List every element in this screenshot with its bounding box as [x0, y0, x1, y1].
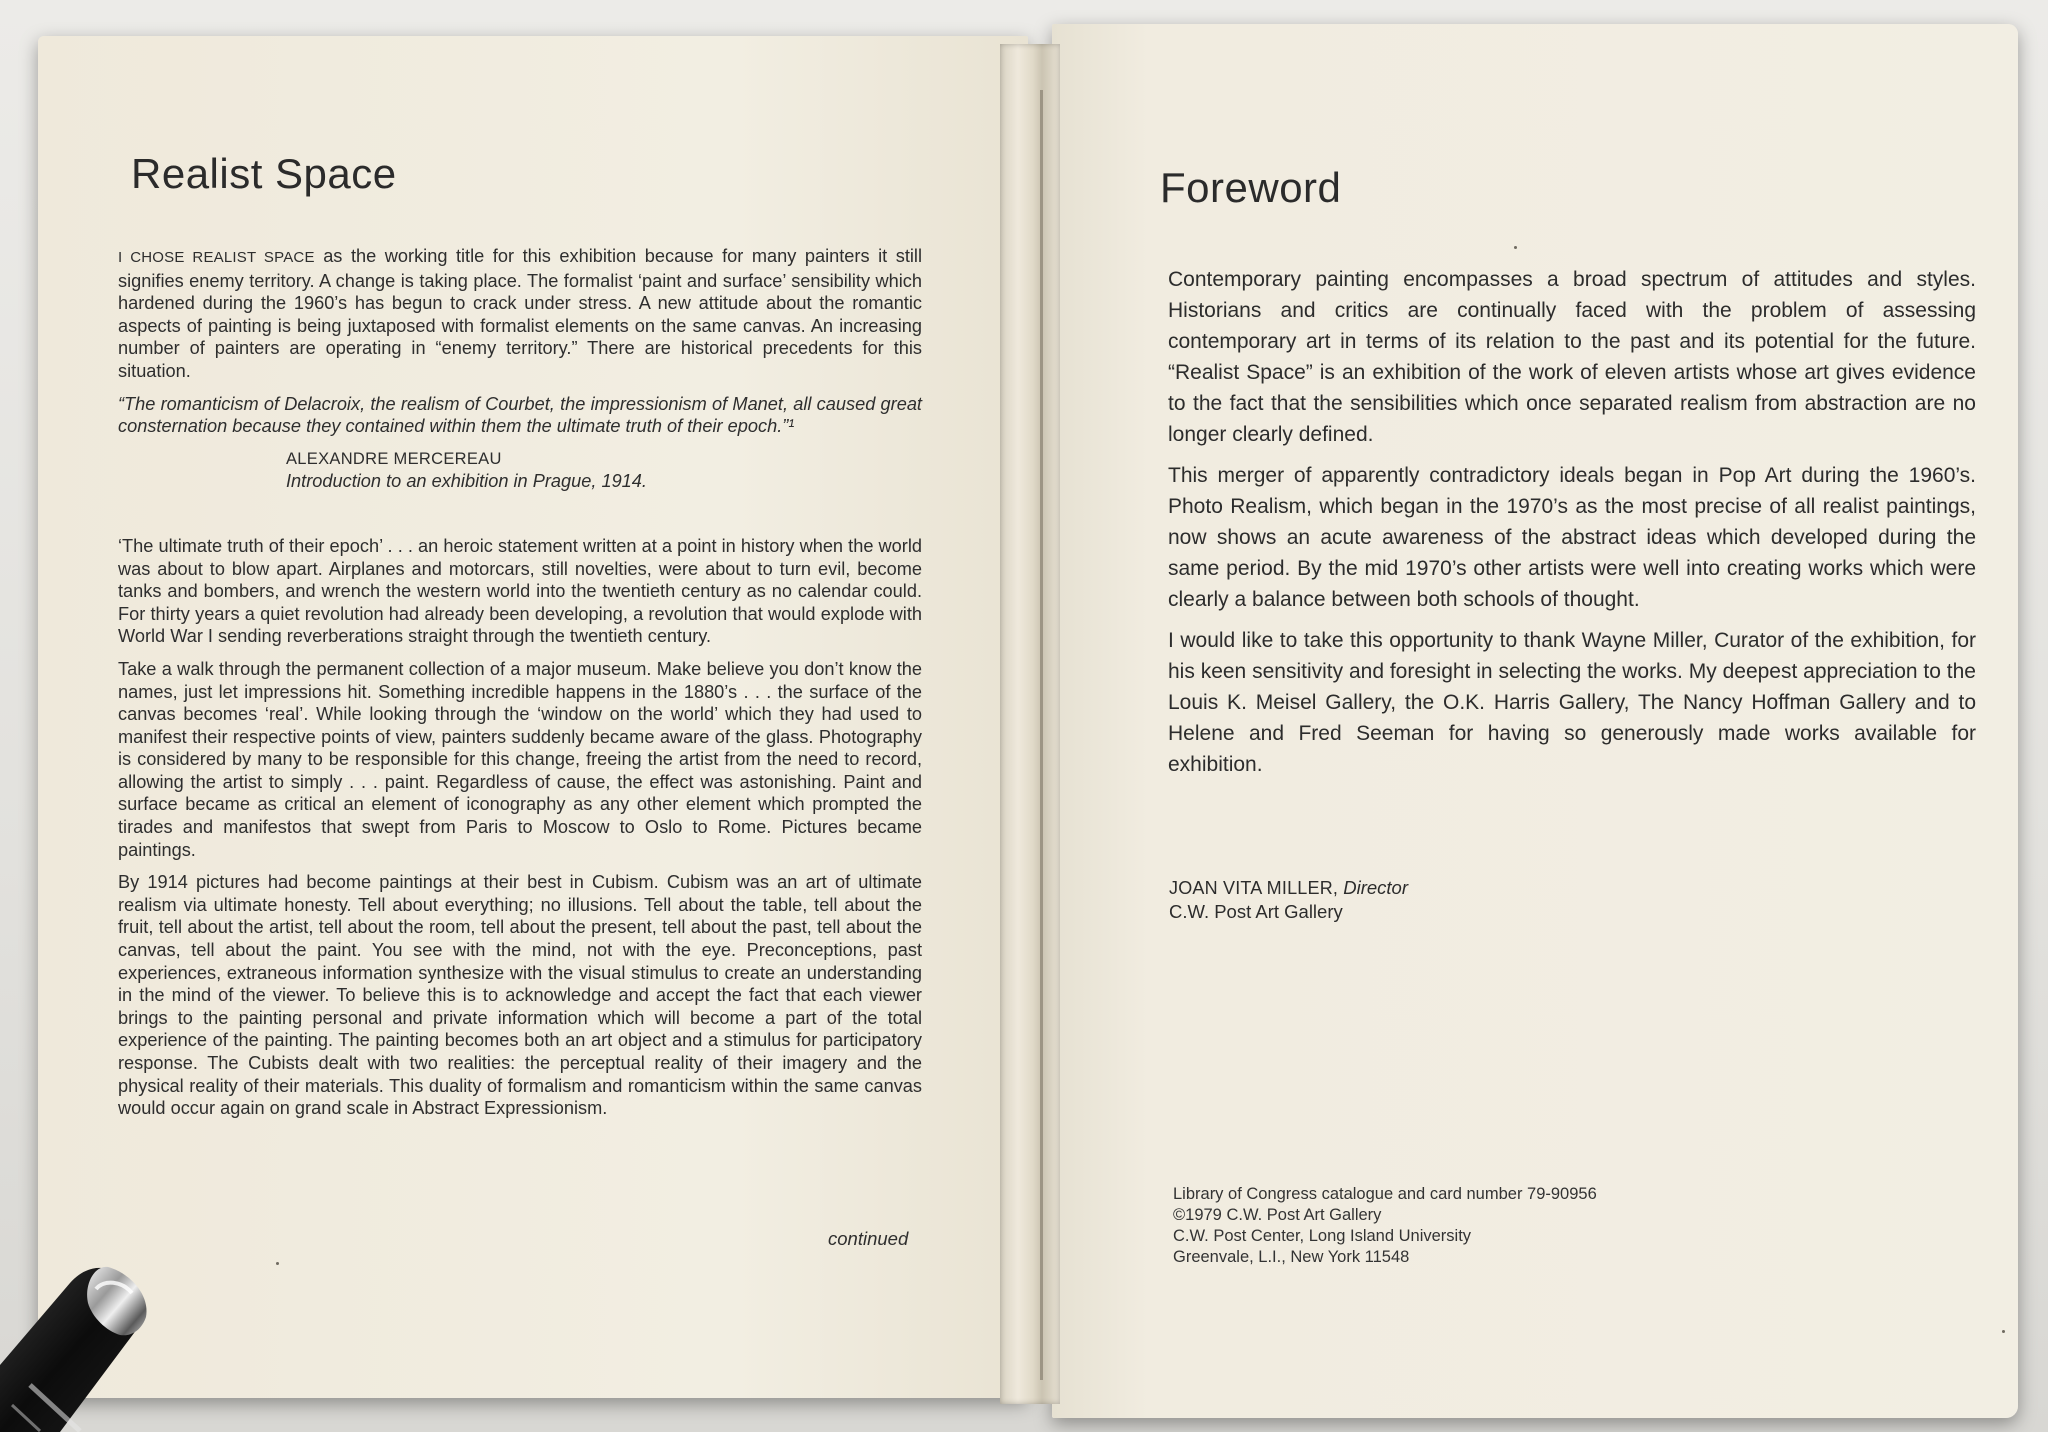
left-page-body [118, 245, 922, 1130]
colophon-line-3: C.W. Post Center, Long Island University [1173, 1227, 1472, 1245]
paper-speck [276, 1262, 279, 1265]
pen-icon [0, 1255, 150, 1432]
foreword-body [1168, 264, 1976, 790]
foreword-paragraph-2: This merger of apparently contradictory ideals began in Pop Art during the 1960’s. Photo Realism, which began in the 1970’s as the most precise of all realist paintings, now shows an acute awareness of the abstract ideas which developed during the same period. By the mid 1970’s other artists were well into creating works which were clearly a balance between both schools of thought. [1168, 464, 1976, 611]
foreword-paragraph-1: Contemporary painting encompasses a broad spectrum of attitudes and styles. Historians and critics are continually faced with the problem of assessing contemporary art in terms of its relation to the past and its potential for the future. “Realist Space” is an exhibition of the work of eleven artists whose art gives evidence to the fact that the sensibilities which once separated realism from abstraction are no longer clearly defined. [1168, 268, 1976, 446]
body-paragraph-2: Take a walk through the permanent collection of a major museum. Make believe you don’t know the names, just let impressions hit. Something incredible happens in the 1880’s . . . the surface of the canvas becomes ‘real’. While looking through the ‘window on the world’ which they had used to manifest their respective points of view, painters suddenly became aware of the glass. Photography is considered by many to be responsible for this change, freeing the artist from the need to record, allowing the artist to simply . . . paint. Regardless of cause, the effect was astonishing. Paint and surface became as critical an element of iconography as any other element which prompted the tirades and manifestos that swept from Paris to Moscow to Oslo to Rome. Pictures became paintings. [118, 658, 922, 860]
quote-source: Introduction to an exhibition in Prague, 1914. [286, 471, 647, 492]
section-spacer [118, 493, 922, 535]
quote-author: ALEXANDRE MERCEREAU [286, 449, 502, 468]
continued-note: continued [828, 1228, 909, 1249]
signature-name: JOAN VITA MILLER, [1169, 878, 1339, 898]
colophon-line-1: Library of Congress catalogue and card number 79-90956 [1173, 1185, 1597, 1203]
colophon-line-4: Greenvale, L.I., New York 11548 [1173, 1248, 1410, 1266]
book-spine-gutter [1000, 44, 1060, 1404]
left-page-title: Realist Space [131, 150, 397, 197]
colophon-line-2: ©1979 C.W. Post Art Gallery [1173, 1206, 1382, 1224]
right-page-title: Foreword [1160, 164, 1342, 211]
body-paragraph-1: ‘The ultimate truth of their epoch’ . . . an heroic statement written at a point in history when the world was about to blow apart. Airplanes and motorcars, still novelties, were about to turn evil, become tanks and bombers, and wrench the western world into the twentieth century as no calendar could. For thirty years a quiet revolution had already been developing, a revolution that would explode with World War I sending reverberations straight through the twentieth century. [118, 535, 922, 647]
intro-paragraph [118, 245, 922, 383]
signature-organization: C.W. Post Art Gallery [1169, 901, 1343, 922]
intro-lead-caps: I CHOSE REALIST SPACE [118, 249, 315, 266]
spine-fold-line [1040, 90, 1043, 1380]
body-paragraph-3: By 1914 pictures had become paintings at their best in Cubism. Cubism was an art of ultimate realism via ultimate honesty. Tell about everything; no illusions. Tell about the table, tell about the fruit, tell about the artist, tell about the room, tell about the present, tell about the past, tell about the canvas, tell about the paint. You see with the mind, not with the eye. Preconceptions, past experiences, extraneous information synthesize with the visual stimulus to create an understanding in the mind of the viewer. To believe this is to acknowledge and accept the fact that each viewer brings to the painting personal and private information which will become a part of the total experience of the painting. The painting becomes both an art object and a stimulus for participatory response. The Cubists dealt with two realities: the perceptual reality of their imagery and the physical reality of their materials. This duality of formalism and romanticism within the same canvas would occur again on grand scale in Abstract Expressionism. [118, 872, 922, 1119]
signature-title: Director [1343, 877, 1409, 898]
colophon [1173, 1184, 1597, 1268]
signature-line [1169, 876, 1408, 900]
foreword-paragraph-3: I would like to take this opportunity to thank Wayne Miller, Curator of the exhibition, for his keen sensitivity and foresight in selecting the works. My deepest appreciation to the Louis K. Meisel Gallery, the O.K. Harris Gallery, The Nancy Hoffman Gallery and to Helene and Fred Seeman for having so generously made works available for exhibition. [1168, 629, 1976, 776]
quote-attribution [286, 448, 922, 493]
paper-speck [2002, 1330, 2005, 1333]
intro-text: as the working title for this exhibition because for many painters it still signifies enemy territory. A change is taking place. The formalist ‘paint and surface’ sensibility which hardened during the 1960’s has begun to crack under stress. A new attitude about the romantic aspects of painting is being juxtaposed with formalist elements on the same canvas. An increasing number of painters are operating in “enemy territory.” There are historical precedents for this situation. [118, 246, 922, 381]
block-quote: “The romanticism of Delacroix, the realism of Courbet, the impressionism of Manet, all caused great consternation because they contained within them the ultimate truth of their epoch.”¹ [118, 393, 922, 437]
signature-block [1169, 876, 1408, 923]
paper-speck [1514, 246, 1517, 249]
